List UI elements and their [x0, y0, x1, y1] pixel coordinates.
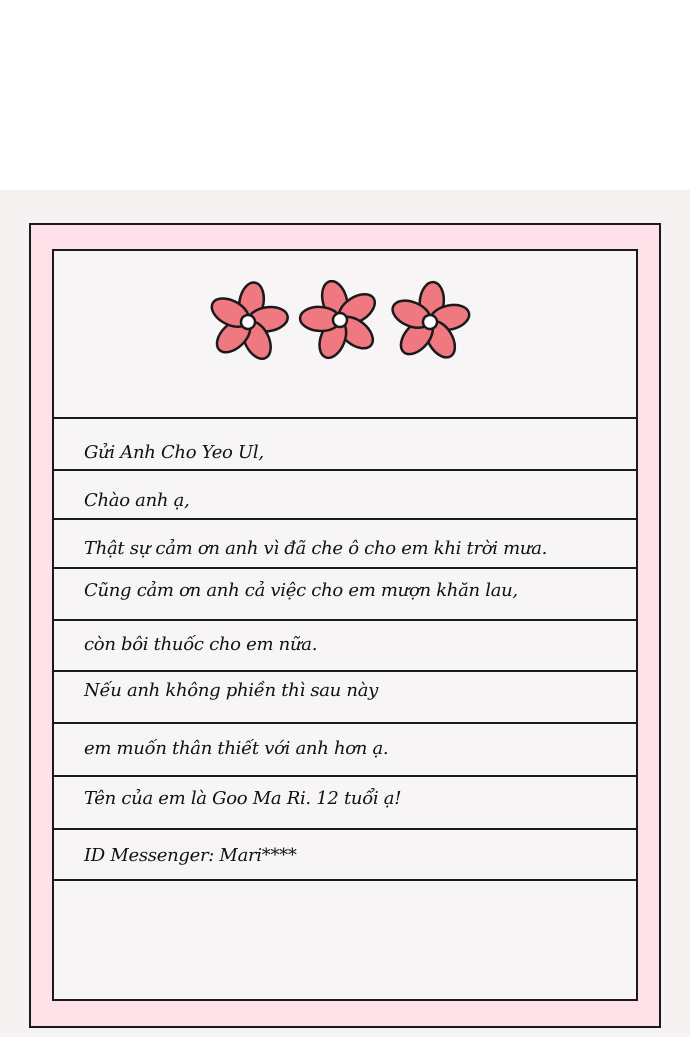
divider: [52, 775, 638, 777]
flower-icon: [289, 280, 390, 365]
letter-line: Thật sự cảm ơn anh vì đã che ô cho em khi trời mưa.: [84, 538, 548, 559]
flower-icon: [200, 280, 296, 365]
flower-center: [240, 314, 256, 330]
flower-center: [422, 314, 437, 329]
letter-line: còn bôi thuốc cho em nữa.: [84, 634, 318, 655]
divider: [52, 879, 638, 881]
letter-line: Chào anh ạ,: [84, 490, 190, 511]
letter-line: Nếu anh không phiền thì sau này: [84, 680, 378, 701]
divider: [52, 722, 638, 724]
divider: [52, 670, 638, 672]
letter-line: em muốn thân thiết với anh hơn ạ.: [84, 738, 389, 759]
letter-line: Tên của em là Goo Ma Ri. 12 tuổi ạ!: [84, 788, 402, 809]
flower-icon: [385, 280, 475, 365]
divider: [52, 469, 638, 471]
divider: [52, 518, 638, 520]
background-top: [0, 0, 690, 190]
divider: [52, 619, 638, 621]
letter-greeting: Gửi Anh Cho Yeo Ul,: [84, 442, 264, 463]
divider: [52, 417, 638, 419]
divider: [52, 567, 638, 569]
flower-decoration: [200, 280, 490, 365]
divider: [52, 828, 638, 830]
letter-signature-id: ID Messenger: Mari****: [84, 845, 297, 866]
letter-line: Cũng cảm ơn anh cả việc cho em mượn khăn lau,: [84, 580, 518, 601]
